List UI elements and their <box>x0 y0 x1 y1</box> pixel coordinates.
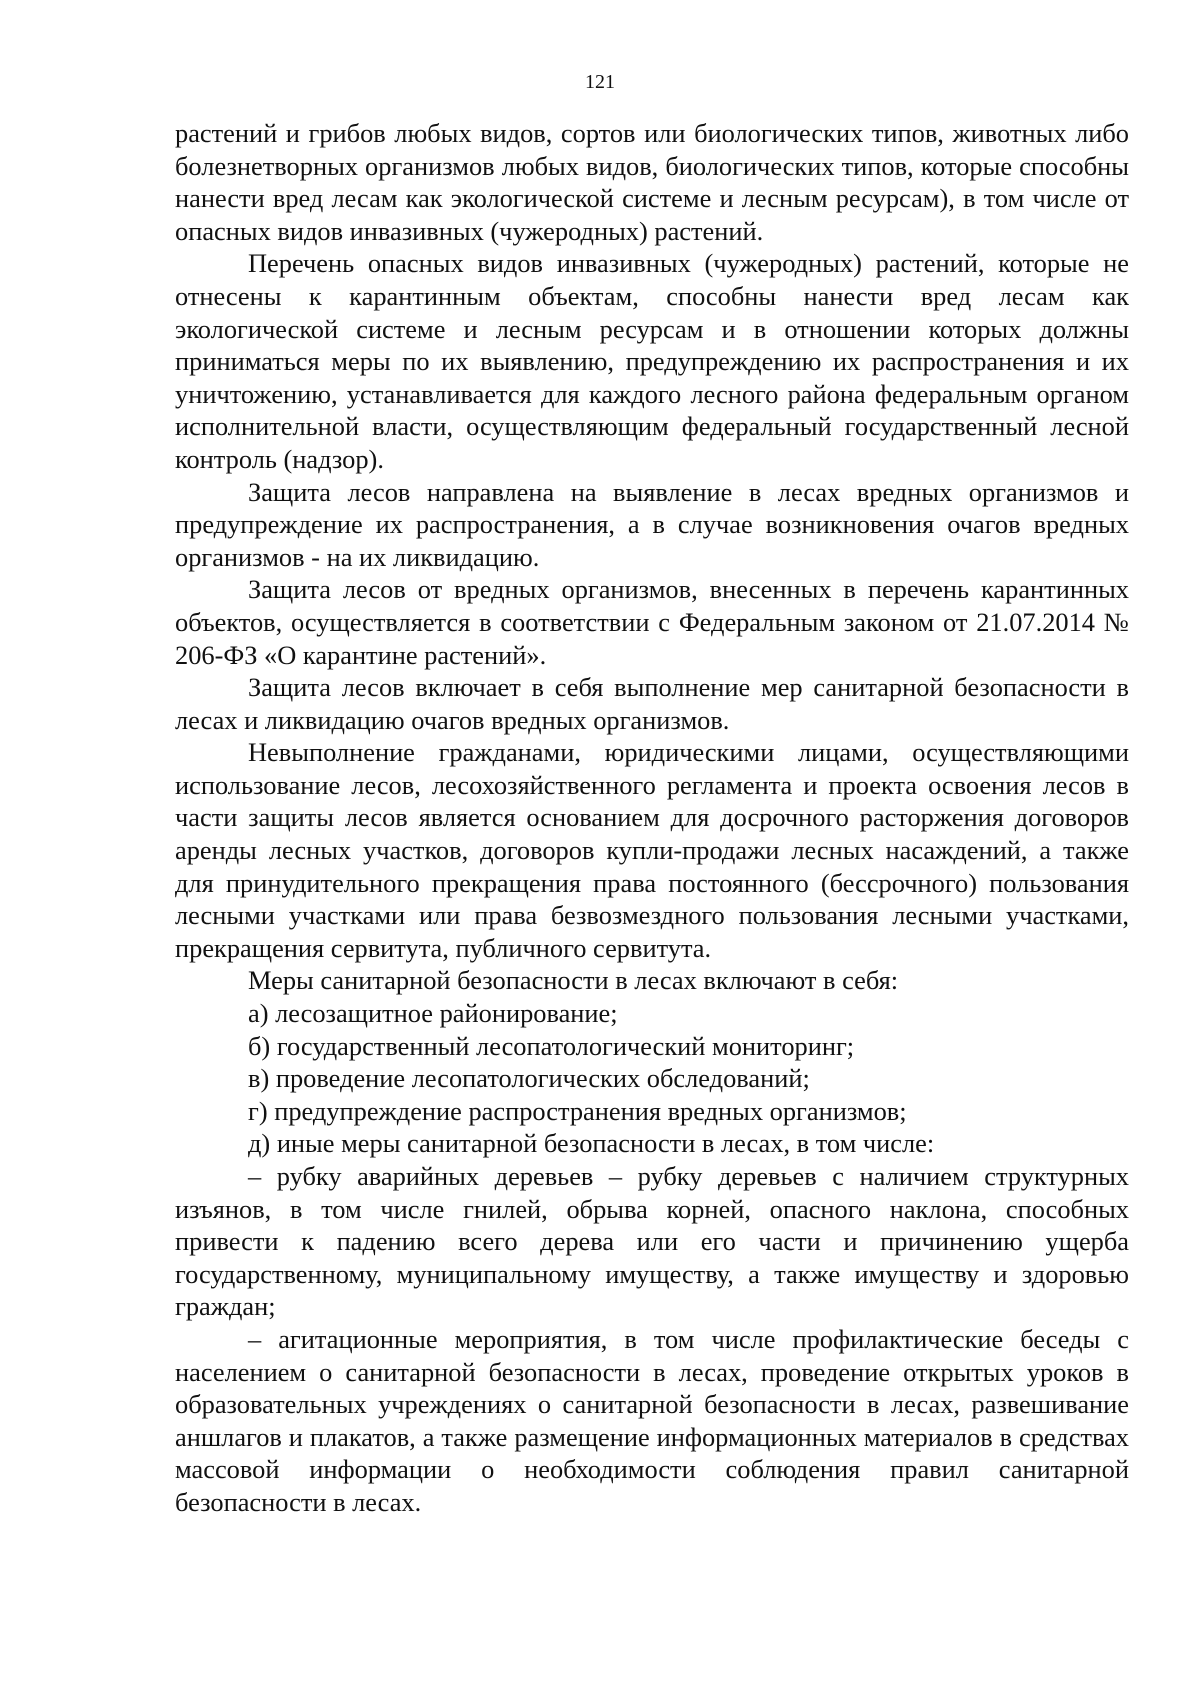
paragraph-measures-intro: Меры санитарной безопасности в лесах включают в себя: <box>248 965 899 996</box>
list-item-d: д) иные меры санитарной безопасности в лесах, в том числе: <box>248 1128 935 1159</box>
dash-item-awareness-events: – агитационные мероприятия, в том числе профилактические беседы с населением о санитарной безопасности в лесах, проведение открытых уроков в образовательных учреждениях о санитарной безопасности в лесах, развешивание аншлагов и плакатов, а также размещение информационных материалов в средствах массовой информации о необходимости соблюдения правил санитарной безопасности в лесах. <box>175 1323 1129 1517</box>
paragraph-non-compliance: Невыполнение гражданами, юридическими лицами, осуществляющими использование лесов, лесохозяйственного регламента и проекта освоения лесов в части защиты лесов является основанием для досрочного расторжения договоров аренды лесных участков, договоров купли-продажи лесных насаждений, а также для принудительного прекращения права постоянного (бессрочного) пользования лесными участками или права безвозмездного пользования лесными участками, прекращения сервитута, публичного сервитута. <box>175 737 1129 963</box>
list-item-b: б) государственный лесопатологический мониторинг; <box>248 1030 855 1061</box>
dash-item-emergency-trees: – рубку аварийных деревьев – рубку деревьев с наличием структурных изъянов, в том числе гнилей, обрыва корней, опасного наклона, способных привести к падению всего дерева или его части и причинению ущерба государственному, муниципальному имуществу, а также имуществу и здоровью граждан; <box>175 1161 1129 1322</box>
list-item-g: г) предупреждение распространения вредных организмов; <box>248 1095 907 1126</box>
page-number: 121 <box>585 71 615 93</box>
paragraph-continuation: растений и грибов любых видов, сортов или биологических типов, животных либо болезнетворных организмов любых видов, биологических типов, которые способны нанести вред лесам как экологической системе и лесным ресурсам), в том числе от опасных видов инвазивных (чужеродных) растений. <box>175 118 1129 246</box>
paragraph-invasive-plants: Перечень опасных видов инвазивных (чужеродных) растений, которые не отнесены к карантинным объектам, способны нанести вред лесам как экологической системе и лесным ресурсам и в отношении которых должны приниматься меры по их выявлению, предупреждению их распространения и их уничтожению, устанавливается для каждого лесного района федеральным органом исполнительной власти, осуществляющим федеральный государственный лесной контроль (надзор). <box>175 248 1129 474</box>
paragraph-forest-protection-aim: Защита лесов направлена на выявление в лесах вредных организмов и предупреждение их распространения, а в случае возникновения очагов вредных организмов - на их ликвидацию. <box>175 476 1129 572</box>
list-item-v: в) проведение лесопатологических обследований; <box>248 1063 810 1094</box>
paragraph-quarantine-law: Защита лесов от вредных организмов, внесенных в перечень карантинных объектов, осуществляется в соответствии с Федеральным законом от 21.07.2014 № 206-ФЗ «О карантине растений». <box>175 574 1129 670</box>
list-item-a: а) лесозащитное районирование; <box>248 998 618 1029</box>
paragraph-protection-includes: Защита лесов включает в себя выполнение мер санитарной безопасности в лесах и ликвидацию очагов вредных организмов. <box>175 672 1129 735</box>
page-body <box>175 117 1129 1519</box>
